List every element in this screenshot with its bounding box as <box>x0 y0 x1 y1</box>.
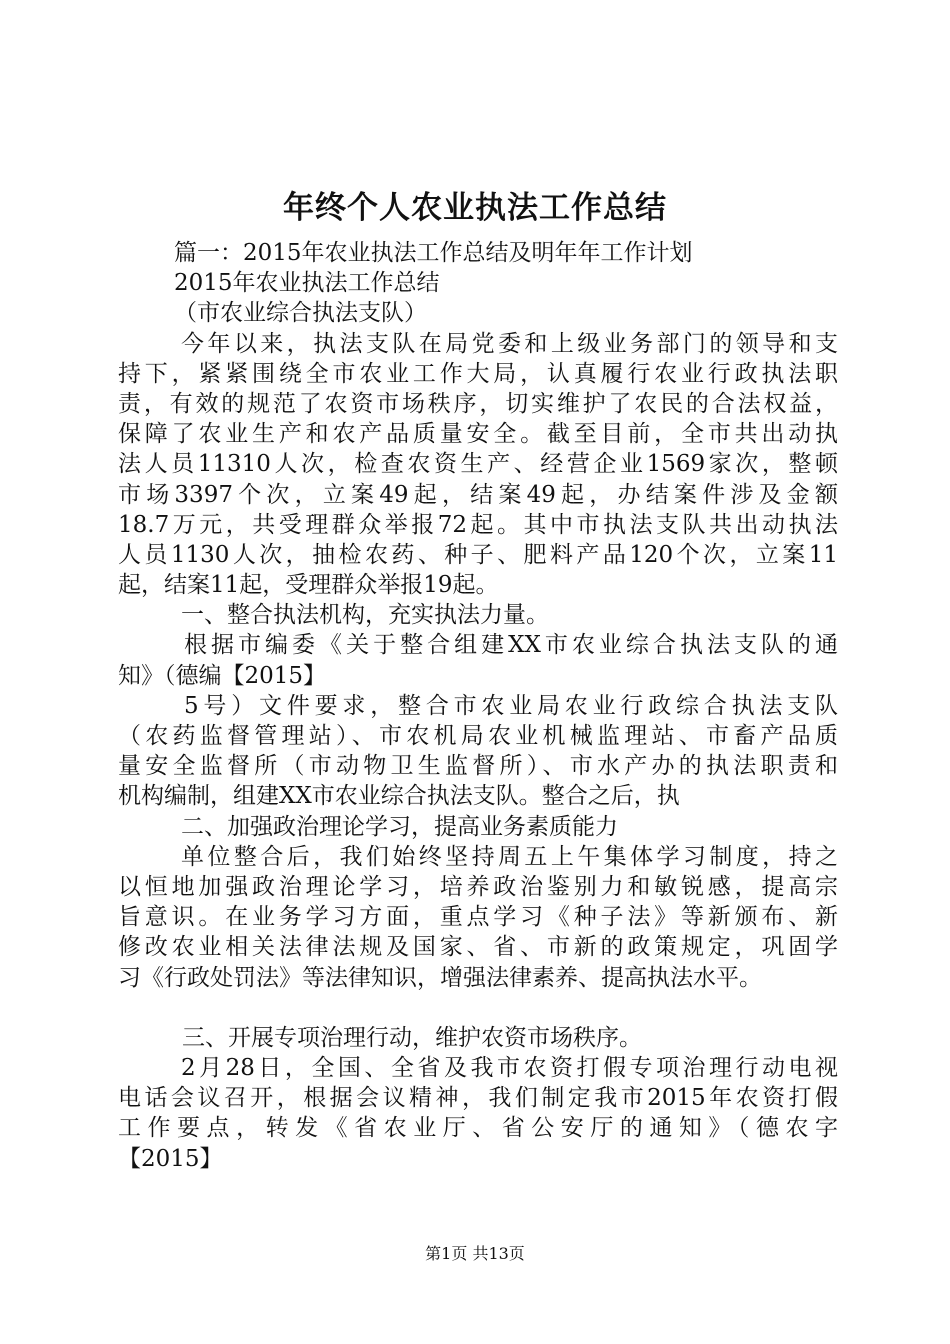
blank-line <box>118 993 838 1023</box>
document-body <box>118 238 838 1174</box>
paragraph-line: 电话会议召开，根据会议精神，我们制定我市2015年农资打假 <box>118 1085 838 1112</box>
paragraph-line: 旨意识。在业务学习方面，重点学习《种子法》等新颁布、新 <box>118 904 838 931</box>
paragraph-line: 单位整合后，我们始终坚持周五上午集体学习制度，持之 <box>181 843 838 870</box>
paragraph-line: 责，有效的规范了农资市场秩序，切实维护了农民的合法权益， <box>118 390 838 417</box>
document-title: 年终个人农业执法工作总结 <box>283 190 667 226</box>
paragraph-line: 【2015】 <box>118 1145 223 1172</box>
paragraph-line: 持下，紧紧围绕全市农业工作大局，认真履行农业行政执法职 <box>118 360 838 387</box>
paragraph-line: 以恒地加强政治理论学习，培养政治鉴别力和敏锐感，提高宗 <box>118 873 838 900</box>
paragraph-line: 市场3397个次，立案49起，结案49起，办结案件涉及金额 <box>118 481 838 508</box>
subtitle-org: （市农业综合执法支队） <box>174 300 427 327</box>
paragraph-line: 量安全监督所（市动物卫生监督所）、市水产办的执法职责和 <box>118 753 838 780</box>
paragraph-line: 机构编制，组建XX市农业综合执法支队。整合之后，执 <box>118 783 680 810</box>
paragraph-line: 2月28日，全国、全省及我市农资打假专项治理行动电视 <box>181 1055 838 1082</box>
paragraph-line: 习《行政处罚法》等法律知识，增强法律素养、提高执法水平。 <box>118 964 762 991</box>
paragraph-line: 保障了农业生产和农产品质量安全。截至目前，全市共出动执 <box>118 421 838 448</box>
page-number: 第1页 共13页 <box>425 1244 525 1263</box>
paragraph-line: 修改农业相关法律法规及国家、省、市新的政策规定，巩固学 <box>118 934 838 961</box>
paragraph-line: 18.7万元，共受理群众举报72起。其中市执法支队共出动执法 <box>118 511 838 538</box>
paragraph-line: 法人员11310人次，检查农资生产、经营企业1569家次，整顿 <box>118 451 838 478</box>
paragraph-line: 工作要点，转发《省农业厅、省公安厅的通知》（德农字 <box>118 1115 838 1142</box>
paragraph-line: 根据市编委《关于整合组建XX市农业综合执法支队的通 <box>184 632 838 659</box>
paragraph-line: 知》（德编【2015】 <box>118 662 327 689</box>
paragraph-line: 起，结案11起，受理群众举报19起。 <box>118 572 499 599</box>
section-heading: 三、开展专项治理行动，维护农资市场秩序。 <box>182 1024 642 1051</box>
paragraph-line: （农药监督管理站）、市农机局农业机械监理站、市畜产品质 <box>118 723 838 749</box>
paragraph-line: 今年以来，执法支队在局党委和上级业务部门的领导和支 <box>181 330 838 357</box>
section-heading: 一、整合执法机构，充实执法力量。 <box>181 602 549 629</box>
subtitle: 2015年农业执法工作总结 <box>174 270 440 297</box>
section-heading: 篇一：2015年农业执法工作总结及明年年工作计划 <box>174 240 693 266</box>
paragraph-line: 5号）文件要求，整合市农业局农业行政综合执法支队 <box>184 692 838 719</box>
section-heading: 二、加强政治理论学习，提高业务素质能力 <box>181 813 618 840</box>
paragraph-line: 人员1130人次，抽检农药、种子、肥料产品120个次，立案11 <box>118 541 838 568</box>
